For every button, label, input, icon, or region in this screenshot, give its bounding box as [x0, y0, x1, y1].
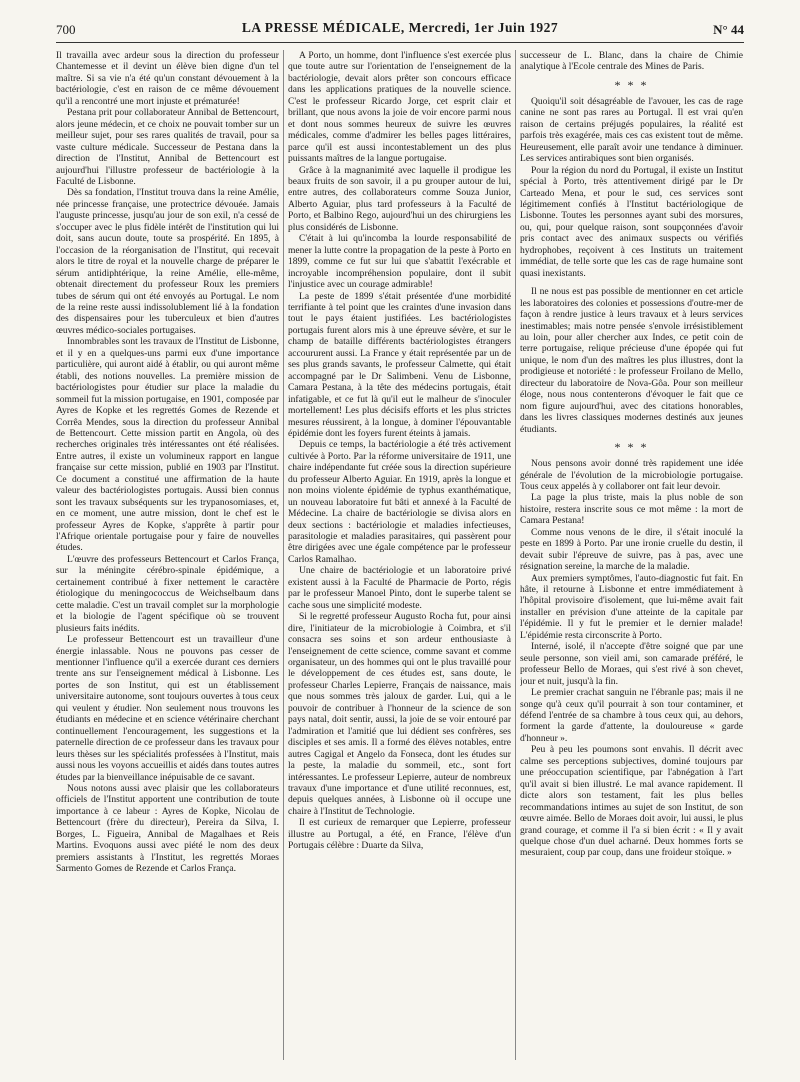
- paragraph: Une chaire de bactériologie et un laboratoire privé existent aussi à la Faculté de Pharmacie de Porto, régis par le professeur Manoel Pinto, dont le superbe talent se cache sous une simplicité modeste.: [288, 565, 511, 611]
- paragraph: Comme nous venons de le dire, il s'était inoculé la peste en 1899 à Porto. Par une ironie cruelle du destin, il devait subir l'épreuve de suivre, pas à pas, avec une résignation sereine, la marche de la maladie.: [520, 526, 743, 573]
- column-separator: [283, 50, 284, 1060]
- paragraph: A Porto, un homme, dont l'influence s'est exercée plus que toute autre sur l'orientation de l'enseignement de la bactériologie, devait alors prêter son concours efficace dans les applications pratiques de la nouvelle science. C'est le professeur Ricardo Jorge, cet esprit clair et brillant, que nous avons la joie de voir encore parmi nous et dont nous sommes heureux de suivre les œuvres médicales, comme d'admirer les belles pages littéraires, parce qu'il est aussi incontestablement un des plus puissants maîtres de la langue portugaise.: [288, 50, 511, 165]
- paragraph: L'œuvre des professeurs Bettencourt et Carlos França, sur la méningite cérébro-spinale épidémique, a certainement contribué à fixer nettement le caractère étiologique du meningococcus de Weichselbaum dans cette maladie. C'est un travail complet sur la morphologie et la biologie de l'agent spécifique où se trouvent plusieurs faits inédits.: [56, 553, 279, 634]
- paragraph: Le professeur Bettencourt est un travailleur d'une énergie inlassable. Nous ne pouvons pas cesser de mentionner l'influence qu'il a exercée durant ces derniers trente ans sur l'enseignement médical à Lisbonne. Les portes de son Institut, qui est un établissement universitaire autonome, sont toujours ouvertes à tous ceux qui veulent y étudier. Non seulement nous trouvons les étudiants en médecine et en science vétérinaire cherchant continuellement l'encouragement, les suggestions et la paternelle direction de ce professeur dans les travaux pour leurs thèses sur les spécialités professées à l'Institut, mais aussi nous les voyons accueillis et aidés dans toutes autres études par la bienveillance inépuisable de ce savant.: [56, 634, 279, 783]
- paragraph: Quoiqu'il soit désagréable de l'avouer, les cas de rage canine ne sont pas rares au Portugal. Il est vrai qu'en raison de certains préjugés populaires, la réalité est parfois très exagérée, mais ces cas existent tout de même. Heureusement, elle paraît avoir une tendance à diminuer. Les services antirabiques sont bien organisés.: [520, 95, 743, 165]
- paragraph: Dès sa fondation, l'Institut trouva dans la reine Amélie, née princesse française, une protectrice dévouée. Jamais l'auguste princesse, jusqu'au jour de son exil, n'a cessé de s'occuper avec le plus fidèle intérêt de l'institution qui lui doit, sans aucun doute, toute sa prospérité. En 1895, à l'occasion de la réorganisation de l'Institut, qui recevait alors le titre de royal et la nouvelle charge de préparer le sérum antidiphtérique, la reine Amélie, elle-même, obtenait directement du professeur Roux les premiers tubes de sérum qui ont été envoyés au Portugal. Le nom de la reine reste aussi indissolublement lié à la fondation des dispensaires pour les tuberculeux et bien d'autres œuvres médico-sociales portugaises.: [56, 187, 279, 336]
- section-separator: * * *: [614, 440, 649, 455]
- page-header: [56, 20, 744, 40]
- paragraph: Le premier crachat sanguin ne l'ébranle pas; mais il ne songe qu'à ceux qu'il pourrait à son tour contaminer, et défend l'entrée de sa chambre à tous ceux qui, au dehors, forment la garde d'attente, la douloureuse « garde d'honneur ».: [520, 687, 743, 744]
- paragraph: Peu à peu les poumons sont envahis. Il décrit avec calme ses perceptions subjectives, dominé toujours par une préoccupation scientifique, par l'abnégation à l'art qu'il avait si bien illustré. Le mal avance rapidement. Il dicte alors son testament, fait les plus belles recommandations intimes au sujet de son Institut, de son œuvre aimée. Bello de Moraes doit avoir, lui aussi, le plus grand courage, et comme il l'a si bien écrit : « Il y avait quelque chose d'un duel acharné. Deux hommes forts se mesuraient, coup par coup, dans une froideur stoïque. »: [520, 744, 743, 859]
- page-number: 700: [56, 22, 76, 37]
- paragraph: C'était à lui qu'incomba la lourde responsabilité de mener la lutte contre la propagation de la peste à Porto en 1899, comme ce fut sur lui que s'abattit l'exécrable et incroyable incompréhension populaire, dont il subit l'injustice avec un courage admirable!: [288, 233, 511, 291]
- section-separator: * * *: [614, 77, 649, 92]
- header-rule: [56, 42, 744, 43]
- paragraph: Pestana prit pour collaborateur Annibal de Bettencourt, alors jeune médecin, et ce choix ne pouvait tomber sur un meilleur sujet, pour ses rares qualités de travail, pour sa vaste culture médicale. Successeur de Pestana dans la direction de l'Institut, Annibal de Bettencourt est aujourd'hui l'illustre professeur de bactériologie à la Faculté de Lisbonne.: [56, 107, 279, 187]
- paragraph: Aux premiers symptômes, l'auto-diagnostic fut fait. En hâte, il retourne à Lisbonne et entre immédiatement à l'hôpital provisoire d'isolement, que lui-même avait fait installer en prévision d'une atteinte de la capitale par l'épidémie. Il y fut le premier et le dernier malade! L'épidémie resta circonscrite à Porto.: [520, 572, 743, 641]
- paragraph: La peste de 1899 s'était présentée d'une morbidité terrifiante à tel point que les craintes d'une invasion dans tout le pays étaient justifiées. Les bactériologistes portugais furent alors mis à une épreuve sévère, et sur le champ de bataille différents bactériologistes étrangers accoururent aussi. La France y était représentée par un de ses plus grands savants, le professeur Calmette, qui était accompagné par le Dr Salimbeni. Venu de Lisbonne, Camara Pestana, à la tête des médecins portugais, était infatigable, et ce fut là qu'il eut le malheur de s'inoculer mortellement! Les plus décisifs efforts et les plus strictes mesures réussirent, à la longue, à dominer l'épouvantable épidémie dont les foyers furent éteints à jamais.: [288, 290, 511, 439]
- paragraph: Nous pensons avoir donné très rapidement une idée générale de l'évolution de la microbiologie portugaise. Tous ceux appelés à y collaborer ont fait leur devoir.: [520, 458, 743, 492]
- paragraph: successeur de L. Blanc, dans la chaire de Chimie analytique à l'Ecole centrale des Mines de Paris.: [520, 50, 743, 73]
- text-column-2: [288, 50, 511, 1065]
- paragraph: Grâce à la magnanimité avec laquelle il prodigue les beaux fruits de son savoir, il a pu grouper autour de lui, entre autres, des collaborateurs comme Souza Junior, Alberto Aguiar, plus tard professeurs à la Faculté de Porto, et Balbino Rego, aujourd'hui un des chirurgiens les plus considérés de Lisbonne.: [288, 164, 511, 233]
- column-separator: [515, 50, 516, 1060]
- text-column-1: [56, 50, 279, 1065]
- paragraph: Il ne nous est pas possible de mentionner en cet article les laboratoires des colonies et possessions d'outre-mer de façon à rendre justice à leurs travaux et à leurs services inestimables; mais notre pensée s'envole irrésistiblement au loin, pour aller chercher aux Indes, ce petit coin de terre portugaise, relique précieuse d'une épopée qui fut unique, le nom d'un des maîtres les plus illustres, dont la prodigieuse et notoriété : le professeur Froilano de Mello, directeur du laboratoire de Nova-Gôa. Pour son meilleur éloge, nous nous contenterons d'évoquer le fait que ce nom figure aujourd'hui, avec des citations honorables, dans les livres classiques modernes destinés aux jeunes étudiants.: [520, 286, 743, 435]
- text-column-3: [520, 50, 743, 1065]
- paragraph: Si le regretté professeur Augusto Rocha fut, pour ainsi dire, l'initiateur de la microbiologie à Coimbra, et s'il consacra ses soins et son ardeur enthousiaste à l'enseignement de cette science, comme savant et comme organisateur, un des hommes qui ont le plus travaillé pour le développement de ces études est, sans doute, le professeur Charles Lepierre, Français de naissance, mais que nous sommes très jaloux de garder. Lui, qui a le pouvoir de contribuer à l'honneur de la science de son pays natal, doit sentir, aussi, la joie de se voir entouré par l'admiration et l'amitié que lui dédient ses confrères, ses disciples et ses amis. Il a formé des élèves notables, entre autres Cagigal et Angelo da Fonseca, dont les études sur la peste, la maladie du sommeil, etc., sont fort intéressantes. Le professeur Lepierre, auteur de nombreux travaux d'une importance et d'une utilité reconnues, est, depuis quelques années, à Lisbonne où il occupe une chaire à l'Institut de Technologie.: [288, 611, 511, 817]
- paragraph: Nous notons aussi avec plaisir que les collaborateurs officiels de l'Institut apportent une contribution de toute importance à ce labeur : Ayres de Kopke, Nicolau de Bettencourt (frère du directeur), Pereira da Silva, I. Borges, L. Figueira, Annibal de Magalhaes et Reis Martins. Evoquons aussi avec piété le nom des deux premiers assistants à l'Institut, les regrettés Moraes Sarmento Gomes de Rezende et Carlos França.: [56, 783, 279, 875]
- paragraph: Interné, isolé, il n'accepte d'être soigné que par une seule personne, son vieil ami, son camarade préféré, le professeur Bello de Moraes, qui s'est rivé à son chevet, jour et nuit, jusqu'à la fin.: [520, 641, 743, 687]
- paragraph: Depuis ce temps, la bactériologie a été très activement cultivée à Porto. Par la réforme universitaire de 1911, une chaire indépendante fut créée sous la direction supérieure du professeur Alberto Aguiar. En 1919, après la longue et non moins violente épidémie de typhus exanthématique, un nouveau laboratoire fut bâti et annexé à la Faculté de Médecine. La chaire de bactériologie se divisa alors en deux sections : bactériologie et maladies infectieuses, parasitologie et maladies parasitaires, qui passèrent pour être dirigées avec une égale compétence par le professeur Carlos Ramalhao.: [288, 439, 511, 565]
- paragraph: Pour la région du nord du Portugal, il existe un Institut spécial à Porto, très attentivement dirigé par le Dr Carteado Mena, et pour le sud, ces services sont légitimement confiés à l'Institut bactériologique de Lisbonne. Toutes les personnes ayant subi des morsures, ou, qui, pour quelque raison, sont soupçonnées d'avoir pris contact avec des animaux suspects ou vérifiés hydrophobes, reçoivent à ces Instituts un traitement immédiat, de telle sorte que les cas de rage humaine sont quasi inexistants.: [520, 164, 743, 279]
- paragraph: Il travailla avec ardeur sous la direction du professeur Chantemesse et il devint un élève bien digne d'un tel maître. Si sa vie n'a été qu'un constant dévouement à la bactériologie, c'est en raison de ce même dévouement qu'il a rencontré une mort injuste et prématurée!: [56, 50, 279, 107]
- paragraph: La page la plus triste, mais la plus noble de son histoire, restera inscrite sous ce mot même : la mort de Camara Pestana!: [520, 492, 743, 527]
- paragraph: Il est curieux de remarquer que Lepierre, professeur illustre au Portugal, a été, en France, l'élève d'un Portugais célèbre : Duarte da Silva,: [288, 817, 511, 852]
- journal-title: LA PRESSE MÉDICALE, Mercredi, 1er Juin 1927: [241, 20, 559, 35]
- issue-number: N° 44: [713, 22, 744, 37]
- paragraph: Innombrables sont les travaux de l'Institut de Lisbonne, et il y en a quelques-uns parmi eux d'une importance particulière, qui auront aidé à établir, ou qui auront même établi, des notions nouvelles. La première mission de bactériologistes pour étudier sur place la maladie du sommeil fut la mission portugaise, en 1901, composée par Ayres de Kopke et les regrettés Gomes de Rezende et Corrêa Mendes, sous la direction du professeur Annibal de Bettencourt. Cette mission partit en Angola, où des recherches originales très intéressantes ont été réalisées. Entre autres, il existe un volumineux rapport en langue française sur cette mission, publié en 1903 par l'Institut. Ce document a constitué une affirmation de la haute valeur des bactériologistes portugais. Aussi bien connus sont les travaux subséquents sur les trypanosomiases, et, en ce moment, une autre mission, dont le chef est le professeur Ayres de Kopke, s'apprête à partir pour l'Afrique orientale portugaise pour y faire de nouvelles études.: [56, 336, 279, 554]
